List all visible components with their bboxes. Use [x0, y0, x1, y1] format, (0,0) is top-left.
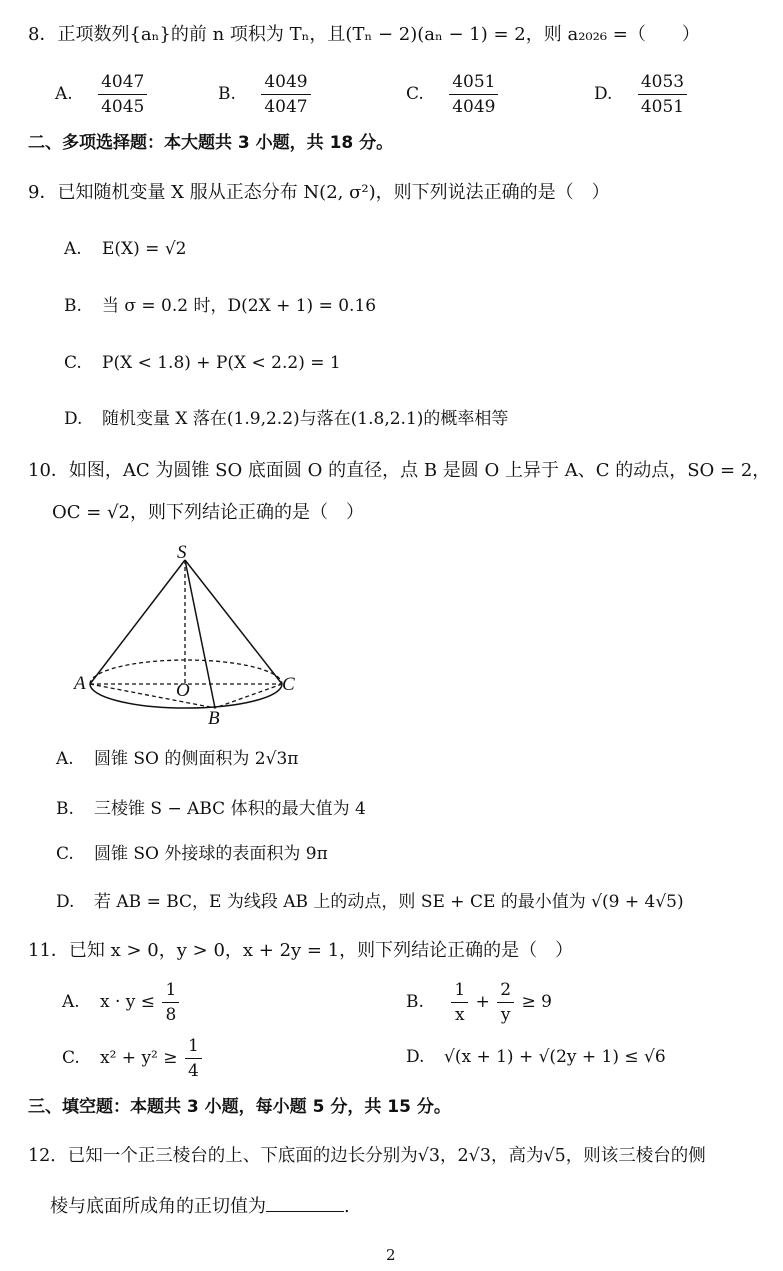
- option-text: ≥ 9: [521, 992, 552, 1012]
- option-letter: B.: [64, 296, 82, 316]
- q9-stem: 9．已知随机变量 X 服从正态分布 N(2, σ²)，则下列说法正确的是（ ）: [28, 182, 610, 203]
- label-o: O: [176, 680, 190, 701]
- fraction: $\frac{1}{x}$: [451, 978, 468, 1027]
- option-text: x² + y² ≥: [100, 1048, 178, 1068]
- option-letter: A.: [62, 992, 80, 1012]
- option-text: 圆锥 SO 的侧面积为 2√3π: [94, 749, 299, 769]
- q10-stem-line1: 10．如图，AC 为圆锥 SO 底面圆 O 的直径，点 B 是圆 O 上异于 A、C 的动点，SO = 2，: [28, 460, 771, 481]
- q8-option-c[interactable]: [406, 70, 500, 119]
- option-letter: D.: [594, 84, 613, 104]
- q9-option-d[interactable]: [64, 406, 508, 432]
- q12-line1: 12．已知一个正三棱台的上、下底面的边长分别为√3，2√3，高为√5，则该三棱台的侧: [28, 1146, 706, 1166]
- option-text: 圆锥 SO 外接球的表面积为 9π: [94, 844, 328, 864]
- option-text: 当 σ = 0.2 时，D(2X + 1) = 0.16: [102, 296, 377, 316]
- fraction: $\frac{4049}{4047}$: [261, 70, 310, 119]
- label-a: A: [74, 673, 86, 694]
- q12-line2: [50, 1193, 350, 1220]
- label-s: S: [177, 542, 187, 563]
- option-text: 随机变量 X 落在(1.9,2.2)与落在(1.8,2.1)的概率相等: [102, 409, 509, 429]
- option-text: E(X) = √2: [102, 239, 187, 259]
- fraction: $\frac{1}{4}$: [185, 1034, 202, 1083]
- section-heading-multiple-choice: 二、多项选择题：本大题共 3 小题，共 18 分。: [28, 133, 394, 153]
- option-letter: C.: [406, 84, 424, 104]
- q9-option-a[interactable]: [64, 236, 186, 262]
- q10-option-a[interactable]: [56, 746, 298, 772]
- fraction: $\frac{4051}{4049}$: [449, 70, 498, 119]
- q11-option-d[interactable]: [406, 1044, 666, 1070]
- option-letter: D.: [64, 409, 83, 429]
- section-heading-fill-in: 三、填空题：本题共 3 小题，每小题 5 分，共 15 分。: [28, 1097, 451, 1117]
- q10-option-d[interactable]: [56, 889, 684, 915]
- q8-option-b[interactable]: [218, 70, 313, 119]
- option-text: P(X < 1.8) + P(X < 2.2) = 1: [102, 353, 341, 373]
- option-letter: C.: [62, 1048, 80, 1068]
- q8-option-a[interactable]: [55, 70, 149, 119]
- fraction: $\frac{1}{8}$: [162, 978, 179, 1027]
- option-letter: C.: [64, 353, 82, 373]
- q11-option-c[interactable]: [62, 1034, 204, 1083]
- page-number: 2: [386, 1246, 396, 1264]
- fraction: $\frac{4053}{4051}$: [638, 70, 687, 119]
- q9-option-c[interactable]: [64, 350, 341, 376]
- option-letter: B.: [218, 84, 236, 104]
- option-letter: C.: [56, 844, 74, 864]
- q12-text: 棱与底面所成角的正切值为: [50, 1196, 266, 1217]
- option-letter: A.: [56, 749, 74, 769]
- cone-figure: [70, 538, 310, 728]
- option-letter: D.: [406, 1047, 425, 1067]
- option-letter: B.: [56, 799, 74, 819]
- q10-option-c[interactable]: [56, 841, 328, 867]
- fraction: $\frac{4047}{4045}$: [98, 70, 147, 119]
- q11-option-b[interactable]: [406, 978, 552, 1027]
- option-text: √(x + 1) + √(2y + 1) ≤ √6: [444, 1047, 666, 1067]
- option-letter: A.: [64, 239, 82, 259]
- option-text: 三棱锥 S − ABC 体积的最大值为 4: [94, 799, 366, 819]
- q11-option-a[interactable]: [62, 978, 181, 1027]
- plus-sign: +: [475, 992, 490, 1012]
- label-b: B: [208, 708, 220, 728]
- q12-end: .: [344, 1196, 350, 1217]
- q8-stem: 8．正项数列{aₙ}的前 n 项积为 Tₙ，且(Tₙ − 2)(aₙ − 1) = 2，则 a₂₀₂₆ =（ ）: [28, 24, 700, 45]
- q8-option-d[interactable]: [594, 70, 689, 119]
- q10-stem-line2: OC = √2，则下列结论正确的是（ ）: [52, 502, 364, 523]
- option-text: 若 AB = BC，E 为线段 AB 上的动点，则 SE + CE 的最小值为 √(9 + 4√5): [94, 892, 684, 912]
- option-letter: D.: [56, 892, 75, 912]
- q11-stem: 11．已知 x > 0，y > 0，x + 2y = 1，则下列结论正确的是（ ）: [28, 940, 574, 961]
- option-letter: A.: [55, 84, 73, 104]
- fraction: $\frac{2}{y}$: [497, 978, 514, 1027]
- q9-option-b[interactable]: [64, 293, 376, 319]
- option-text: x · y ≤: [100, 992, 156, 1012]
- option-letter: B.: [406, 992, 424, 1012]
- q10-option-b[interactable]: [56, 796, 366, 822]
- answer-blank[interactable]: [266, 1193, 344, 1212]
- label-c: C: [282, 674, 295, 695]
